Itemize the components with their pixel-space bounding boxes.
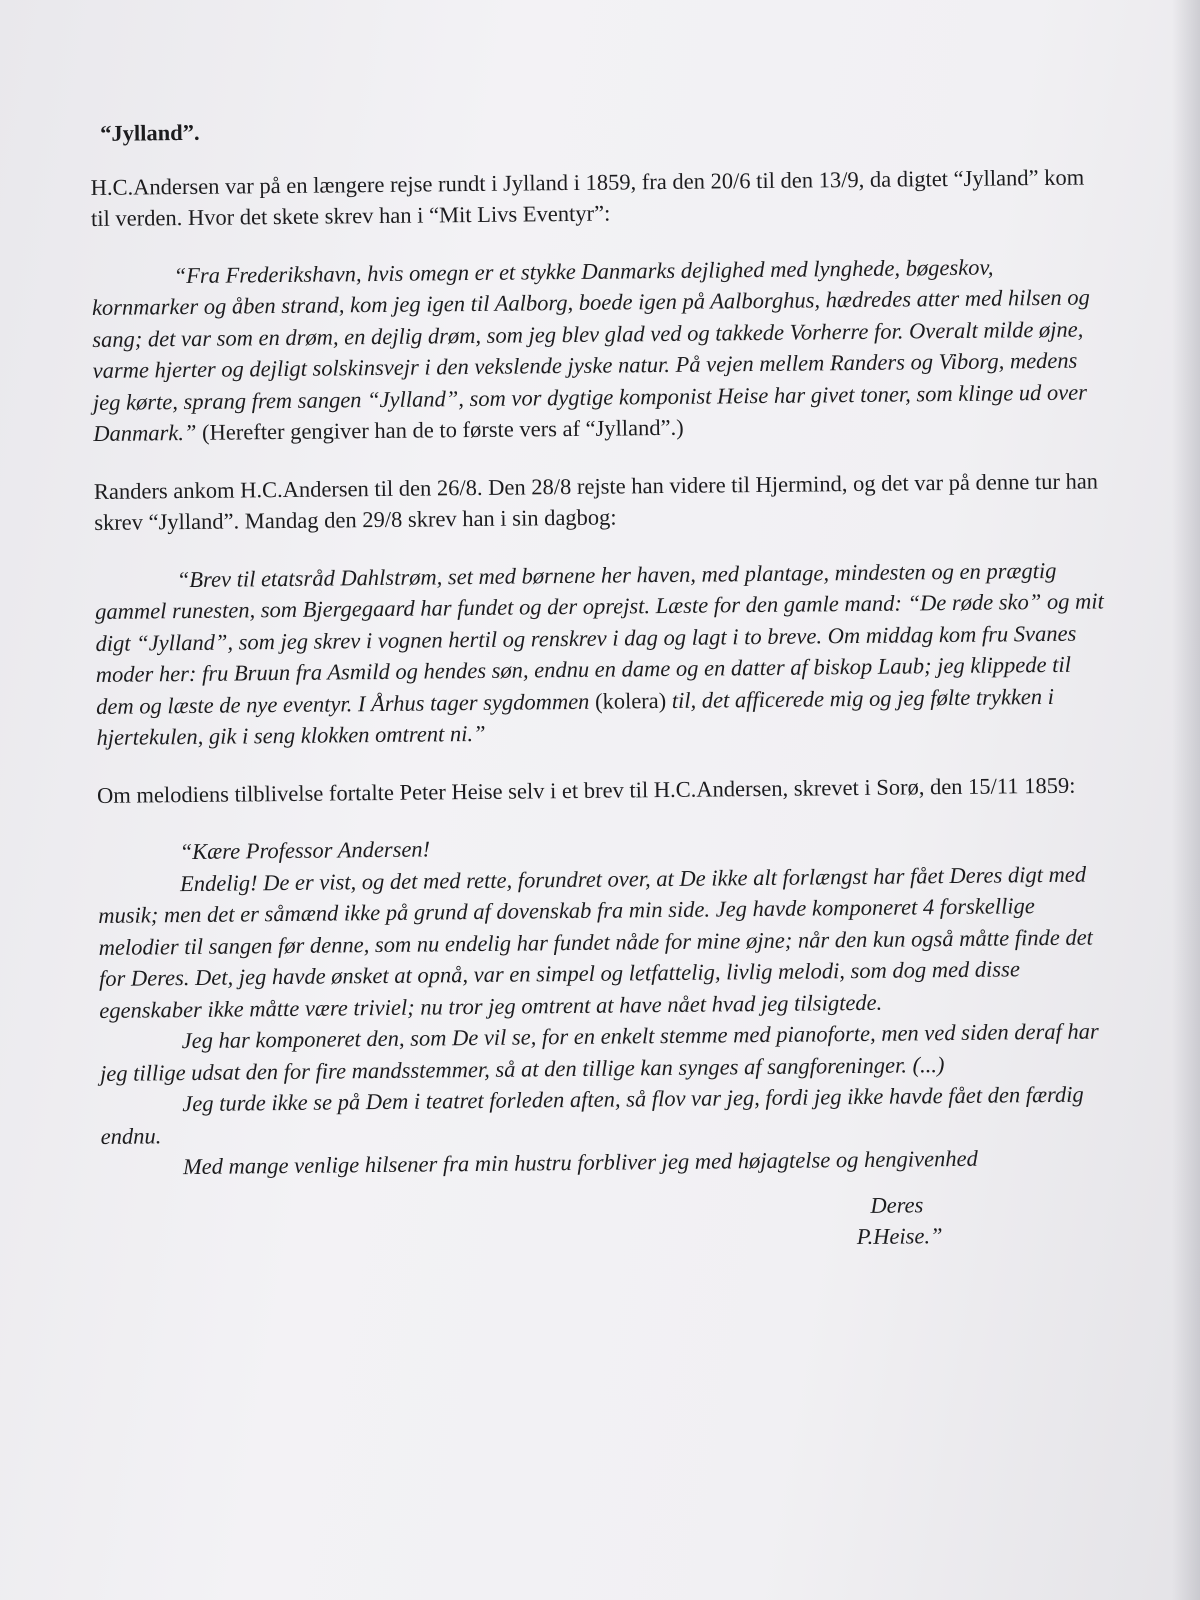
- diary-note: (kolera): [594, 687, 667, 714]
- melody-paragraph: Om melodiens tilblivelse fortalte Peter Heise selv i et brev til H.C.Andersen, skrevet i Sorø, den 15/11 1859:: [96, 772, 1076, 808]
- quote-text: “Fra Frederikshavn, hvis omegn er et stykke Danmarks dejlighed med lynghede, bøgeskov, kornmarker og åben strand, kom jeg igen til Aalborg, boede igen på Aalborghus, hædredes atter med hilsen og sang; det var som en drøm, en dejlig drøm, som jeg blev glad ved og takkede Vorherre for. Overalt milde øjne, varme hjerter og dejligt solskinsvejr i den vekslende jyske natur. På vejen mellem Randers og Viborg, medens jeg kørte, sprang frem sangen “Jylland”, som vor dygtige komponist Heise har givet toner, som klinge ud over Danmark.”: [91, 254, 1090, 446]
- diary-text-part1: “Brev til etatsråd Dahlstrøm, set med børnene her haven, med plantage, mindesten og en prægtig gammel runesten, som Bjergegaard har fundet og der oprejst. Læste for den gamle mand: “De røde sko” og mit digt “Jylland”, som jeg skrev i vognen hertil og renskrev i dag og lagt i to breve. Om middag kom fru Svanes moder her: fru Bruun fra Asmild og hendes søn, endnu en dame og en datter af biskop Laub; jeg klippede til dem og læste de nye eventyr. I Århus tager sygdommen: [95, 557, 1104, 719]
- letter-paragraph-1: Endelig! De er vist, og det med rette, forundret over, at De ikke alt forlængst har fået Deres digt med musik; men det er såmænd ikke på grund af dovenskab fra min side. Jeg havde komponeret 4 forskellige melodier til sangen før denne, som nu endelig har fundet nåde for mine øjne; når den kun også måtte finde det for Deres. Det, jeg havde ønsket at opnå, var en simpel og letfattelig, livlig melodi, som dog med disse egenskaber ikke måtte være triviel; nu tror jeg omtrent at have nået hvad jeg tilsigtede.: [98, 861, 1093, 1023]
- randers-paragraph: Randers ankom H.C.Andersen til den 26/8. Den 28/8 rejste han videre til Hjermind, og det var på denne tur han skrev “Jylland”. Mandag den 29/8 skrev han i sin dagbog:: [93, 467, 1099, 535]
- letter-paragraph-2: Jeg har komponeret den, som De vil se, for en enkelt stemme med pianoforte, men ved siden deraf har jeg tillige udsat den for fire mandsstemmer, så at den tillige kan synges af sangforeninger. (...): [99, 1018, 1099, 1086]
- letter-greeting: “Kære Professor Andersen!: [179, 836, 431, 865]
- document-title: “Jylland”.: [100, 119, 200, 146]
- letter-paragraph-4: Med mange venlige hilsener fra min hustru forbliver jeg med højagtelse og hengivenhed: [182, 1145, 978, 1180]
- signature-line-2: P.Heise.”: [856, 1222, 943, 1249]
- quote-mit-livs-eventyr: [91, 250, 1103, 450]
- letter-paragraph-3: Jeg turde ikke se på Dem i teatret forleden aften, så flov var jeg, fordi jeg ikke havde fået den færdig endnu.: [100, 1081, 1084, 1149]
- letter-signature: [856, 1187, 1112, 1252]
- document-page: [90, 107, 1112, 1259]
- intro-paragraph: H.C.Andersen var på en længere rejse rundt i Jylland i 1859, fra den 20/6 til den 13/9, da digtet “Jylland” kom til verden. Hvor det skete skrev han i “Mit Livs Eventyr”:: [90, 164, 1085, 231]
- heise-letter: [98, 826, 1112, 1259]
- signature-line-1: Deres: [870, 1191, 924, 1218]
- quote-note: (Herefter gengiver han de to første vers af “Jylland”.): [196, 414, 684, 445]
- quote-diary: [95, 554, 1107, 754]
- diary-text-part2: til, det afficerede mig og jeg følte trykken i hjertekulen, gik i seng klokken omtrent ni.”: [96, 683, 1055, 750]
